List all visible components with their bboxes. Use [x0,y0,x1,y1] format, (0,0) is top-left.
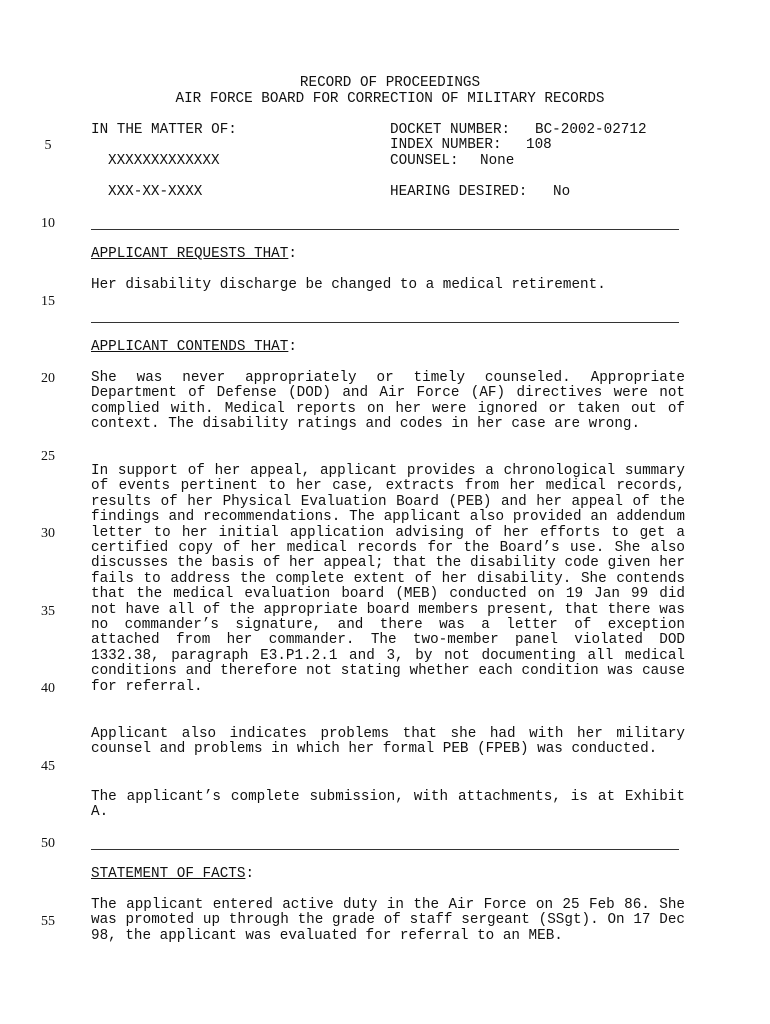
contends-paragraph-1: She was never appropriately or timely counseled. Appropriate Department of Defense (DOD) and Air Force (AF) directives were not complied with. Medical reports on her were ignored or taken out of context. The disability ratings and codes in her case are wrong. [91,370,685,433]
counsel-value: None [480,153,515,169]
matter-label: IN THE MATTER OF: [91,122,237,138]
contends-paragraph-4: The applicant’s complete submission, with attachments, is at Exhibit A. [91,789,685,821]
line-number: 35 [41,604,55,619]
section-divider [91,322,679,323]
line-number: 45 [41,759,55,774]
line-number: 50 [41,836,55,851]
section-divider [91,849,679,850]
line-number: 25 [41,449,55,464]
line-number: 55 [41,914,55,929]
requests-heading-text: APPLICANT REQUESTS THAT [91,246,289,262]
requests-text: Her disability discharge be changed to a medical retirement. [91,277,606,293]
line-number: 30 [41,526,55,541]
hearing-desired-label: HEARING DESIRED: [390,184,528,200]
facts-paragraph-1: The applicant entered active duty in the Air Force on 25 Feb 86. She was promoted up through the grade of staff sergeant (SSgt). On 17 Dec 98, the applicant was evaluated for referral to an MEB. [91,897,685,944]
counsel-label: COUNSEL: [390,153,459,169]
facts-heading-text: STATEMENT OF FACTS [91,866,246,882]
index-number-value: 108 [526,137,552,153]
applicant-name: XXXXXXXXXXXXX [108,153,220,169]
requests-heading: APPLICANT REQUESTS THAT: [91,246,297,262]
docket-number-value: BC-2002-02712 [535,122,647,138]
line-number: 20 [41,371,55,386]
docket-number-label: DOCKET NUMBER: [390,122,511,138]
contends-heading: APPLICANT CONTENDS THAT: [91,339,297,355]
facts-heading: STATEMENT OF FACTS: [91,866,255,882]
hearing-desired-value: No [553,184,571,200]
contends-paragraph-2: In support of her appeal, applicant provides a chronological summary of events pertinent to her case, extracts from her medical records, results of her Physical Evaluation Board (PEB) and her appeal of the findings and recommendations. The applicant also provided an addendum letter to her initial application advising of her efforts to get a certified copy of her medical records for the Board’s use. She also discusses the basis of her appeal; that the disability code given her fails to address the complete extent of her disability. She contends that the medical evaluation board (MEB) conducted on 19 Jan 99 did not have all of the appropriate board members present, that there was no commander’s signature, and there was a letter of exception attached from her commander. The two-member panel violated DOD 1332.38, paragraph E3.P1.2.1 and 3, by not documenting all medical conditions and therefore not stating whether each condition was cause for referral. [91,463,685,695]
line-number: 40 [41,681,55,696]
board-name: AIR FORCE BOARD FOR CORRECTION OF MILITARY RECORDS [175,91,605,107]
contends-paragraph-3: Applicant also indicates problems that she had with her military counsel and problems in which her formal PEB (FPEB) was conducted. [91,726,685,758]
applicant-ssn: XXX-XX-XXXX [108,184,203,200]
line-number: 15 [41,294,55,309]
document-title: RECORD OF PROCEEDINGS [299,75,481,91]
contends-heading-text: APPLICANT CONTENDS THAT [91,339,289,355]
line-number: 10 [41,216,55,231]
index-number-label: INDEX NUMBER: [390,137,502,153]
section-divider [91,229,679,230]
line-number: 5 [44,138,52,153]
